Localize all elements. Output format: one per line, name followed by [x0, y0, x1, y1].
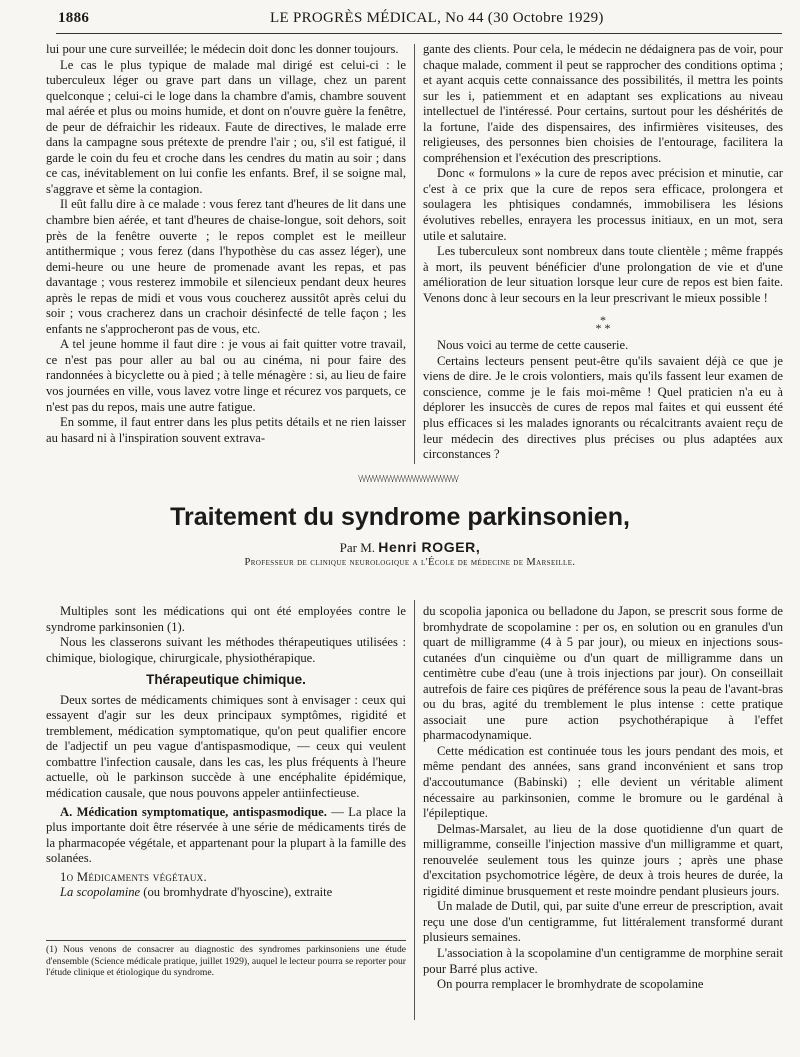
paragraph: Multiples sont les médications qui ont été employées contre le syndrome parkinsonien (1).	[46, 604, 406, 634]
top-left-column	[46, 42, 406, 446]
paragraph: Delmas-Marsalet, au lieu de la dose quotidienne d'un quart de milligramme, conseille l'injection massive d'un milligramme et quart, renouvelée seulement tous les quinze jours ; après une phase d'excitation psychomotrice légère, de deux à trois heures de durée, la rigidité diminue brusquement et reste moindre pendant plusieurs jours.	[423, 821, 783, 898]
paragraph: lui pour une cure surveillée; le médecin doit donc les donner toujours.	[46, 42, 399, 56]
byline-prefix: Par M.	[339, 540, 376, 555]
bottom-right-column	[423, 604, 783, 993]
paragraph: Le cas le plus typique de malade mal dirigé est celui-ci : le tuberculeux léger ou grave part dans un village, chez un parent quelconque ; celui-ci le loge dans la chambre d'amis, chambre souvent mal aérée et plus ou moins humide, et dont on n'ouvre guère la fenêtre, de peur de défraichir les rideaux. Faute de directives, le malade erre dans la campagne sous prétexte de prendre l'air ; ou, s'il est fatigué, il garde le coin du feu et croche dans les cendres du matin au soir ; dans ce cas, inévitablement on lui confie les enfants. Bref, il se soigne mal, s'aggrave et sème la contagion.	[46, 57, 406, 196]
author-name: Henri ROGER,	[378, 539, 481, 555]
paragraph: L'association à la scopolamine d'un centigramme de morphine serait pour Barré plus active.	[423, 946, 783, 976]
running-title: LE PROGRÈS MÉDICAL, No 44 (30 Octobre 1929)	[270, 10, 604, 26]
subsection-heading: 1o Médicaments végétaux.	[60, 869, 207, 884]
bottom-left-column	[46, 604, 406, 901]
page-header	[58, 10, 780, 30]
paragraph: du scopolia japonica ou belladone du Japon, se prescrit sous forme de bromhydrate de scopolamine : per os, en solution ou en granules d'un quart de milligramme (4 à 5 par jour), ou mieux en injections sous-cutanées d'un cinquième ou d'un quart de milligramme dans un centimètre cube d'eau (une à trois injections par jour). On conseillait autrefois de faire ces piqûres de préférence sous la peau de l'avant-bras ou du bras, agité du tremblement le plus intense : cette pratique associait une pure action psychothérapique à l'effet pharmacodynamique.	[423, 604, 783, 743]
paragraph	[46, 805, 406, 867]
paragraph: En somme, il faut entrer dans les plus petits détails et ne rien laisser au hasard ni à l'inspiration souvent extrava-	[46, 415, 406, 445]
paragraph: Un malade de Dutil, qui, par suite d'une erreur de prescription, avait reçu une dose d'un centigramme, fut littéralement transformé durant plusieurs semaines.	[423, 899, 783, 945]
article-title: Traitement du syndrome parkinsonien,	[170, 503, 630, 531]
paragraph: Cette médication est continuée tous les jours pendant des mois, et même pendant des années, sans grand inconvénient et sans trop d'accoutumance (Babinski) ; elle devient un véritable aliment nécessaire au parkinsonien, comme le bromure ou le gardénal à l'épileptique.	[423, 743, 783, 821]
paragraph: Les tuberculeux sont nombreux dans toute clientèle ; même frappés à mort, ils peuvent bénéficier d'une prolongation de vie et d'une amélioration de leur situation lorsque leur cure de repos est bien faite. Venons donc à leur secours en la leur prescrivant le mieux possible !	[423, 244, 783, 305]
footnote	[46, 944, 406, 979]
page-number: 1886	[58, 10, 90, 26]
paragraph: Certains lecteurs pensent peut-être qu'ils savaient déjà ce que je viens de dire. Je le crois volontiers, mais qu'ils fassent leur examen de conscience, comme je le fais moi-même ! Quel praticien n'a eu à déplorer les insuccès de cures de repos mal faites et qui eussent été plus efficaces si les malades ignorants ou récalcitrants avaient reçu de leur médecin des directives plus précises ou plus adaptées aux circonstances ?	[423, 353, 783, 462]
paragraph: A tel jeune homme il faut dire : je vous ai fait quitter votre travail, ce n'est pas pour aller au bal ou au cinéma, ni pour faire des randonnées à bicyclette ou à pied ; à telle ménagère : si, au lieu de faire vos journées en ville, vous lavez votre linge et récurez vos parquets, ce n'est pas du repos, mais une autre fatigue.	[46, 337, 406, 414]
paragraph: Il eût fallu dire à ce malade : vous ferez tant d'heures de lit dans une chambre bien aérée, et tant d'heures de chaise-longue, soit dehors, soit près de la fenêtre ouverte ; le repos complet est le meilleur antithermique ; vous ferez (dans l'hypothèse du cas assez léger), une demi-heure ou une heure de promenade avant les repas, et pas davantage ; vous resterez immobile et silencieux pendant deux heures après le repas de midi et vous vous coucherez aussitôt après celui du soir ; vous cracherez dans un crachoir désinfecté de telle façon ; les enfants ne s'approcheront pas de vous, etc.	[46, 197, 406, 336]
footnote-text: (1) Nous venons de consacrer au diagnostic des syndromes parkinsoniens une étude d'ensemble (Science médicale pratique, juillet 1929), auquel le lecteur pourra se reporter pour l'étude clinique et étiologique du syndrome.	[46, 944, 406, 978]
header-rule	[56, 33, 782, 34]
paragraph: On pourra remplacer le bromhydrate de scopolamine	[437, 977, 704, 992]
top-right-column	[423, 42, 783, 463]
paragraph: Nous les classerons suivant les méthodes thérapeutiques utilisées : chimique, biologique, chirurgicale, physiothérapique.	[46, 635, 406, 665]
paragraph: Deux sortes de médicaments chimiques sont à envisager : ceux qui essayent d'agir sur les deux principaux symptômes, rigidité et tremblement, médication symptomatique, qu'on peut qualifier encore de l'adjectif un peu vague d'antispasmodique, — ceux qui veulent combattre l'infection causale, dans les cas, les plus fréquents à l'heure actuelle, où le parkinson succède à une encéphalite épidémique, médication causale, que nous pouvons appeler antiinfectieuse.	[46, 692, 406, 801]
paragraph: Nous voici au terme de cette causerie.	[437, 338, 629, 353]
column-divider-bottom	[414, 600, 415, 1020]
footnote-rule	[46, 940, 406, 941]
paragraph-text: (ou bromhydrate d'hyoscine), extraite	[140, 885, 333, 900]
paragraph: gante des clients. Pour cela, le médecin ne dédaignera pas de voir, pour chaque malade, comment il peut se rapprocher des conditions optima ; et ayant acquis cette connaissance des possibilités, il mettra les points sur les i, patiemment et en adaptant ses explications au niveau intellectuel de l'intéressé. Pour certains, surtout pour les déshérités de la fortune, l'aide des dispensaires, des infirmières visiteuses, des religieuses, des personnes bien choisies de l'entourage, facilitera la compréhension et l'exécution des prescriptions.	[423, 42, 783, 165]
subsection-text: — La place la plus importante doit être réservée à une série de médicaments tirés de la pharmacopée végétale, et appartenant pour la plupart à la famille des solanées.	[46, 804, 407, 866]
ornament-divider: \/\/\/\/\/\/\/\/\/\/\/\/\/\/\/\/\/\/\/\/\/\/\/\/\/\/\/\/	[358, 474, 458, 484]
paragraph	[46, 885, 406, 901]
author-affiliation: Professeur de clinique neurologique a l'École de médecine de Marseille.	[244, 557, 576, 568]
section-heading: Thérapeutique chimique.	[146, 672, 306, 688]
paragraph: Donc « formulons » la cure de repos avec précision et minutie, car c'est à ce prix que la cure de repos sera efficace, prolongera et soulagera les phtisiques condamnés, immobilisera les lésions évolutives rebelles, enrayera les processus initiaux, en un mot, sera utile et salutaire.	[423, 166, 783, 243]
byline	[0, 539, 800, 556]
drug-name: La scopolamine	[60, 885, 141, 900]
section-stars: * * *	[595, 313, 611, 336]
subsection-label: A. Médication symptomatique, antispasmodique.	[60, 804, 327, 819]
column-divider-top	[414, 44, 415, 464]
